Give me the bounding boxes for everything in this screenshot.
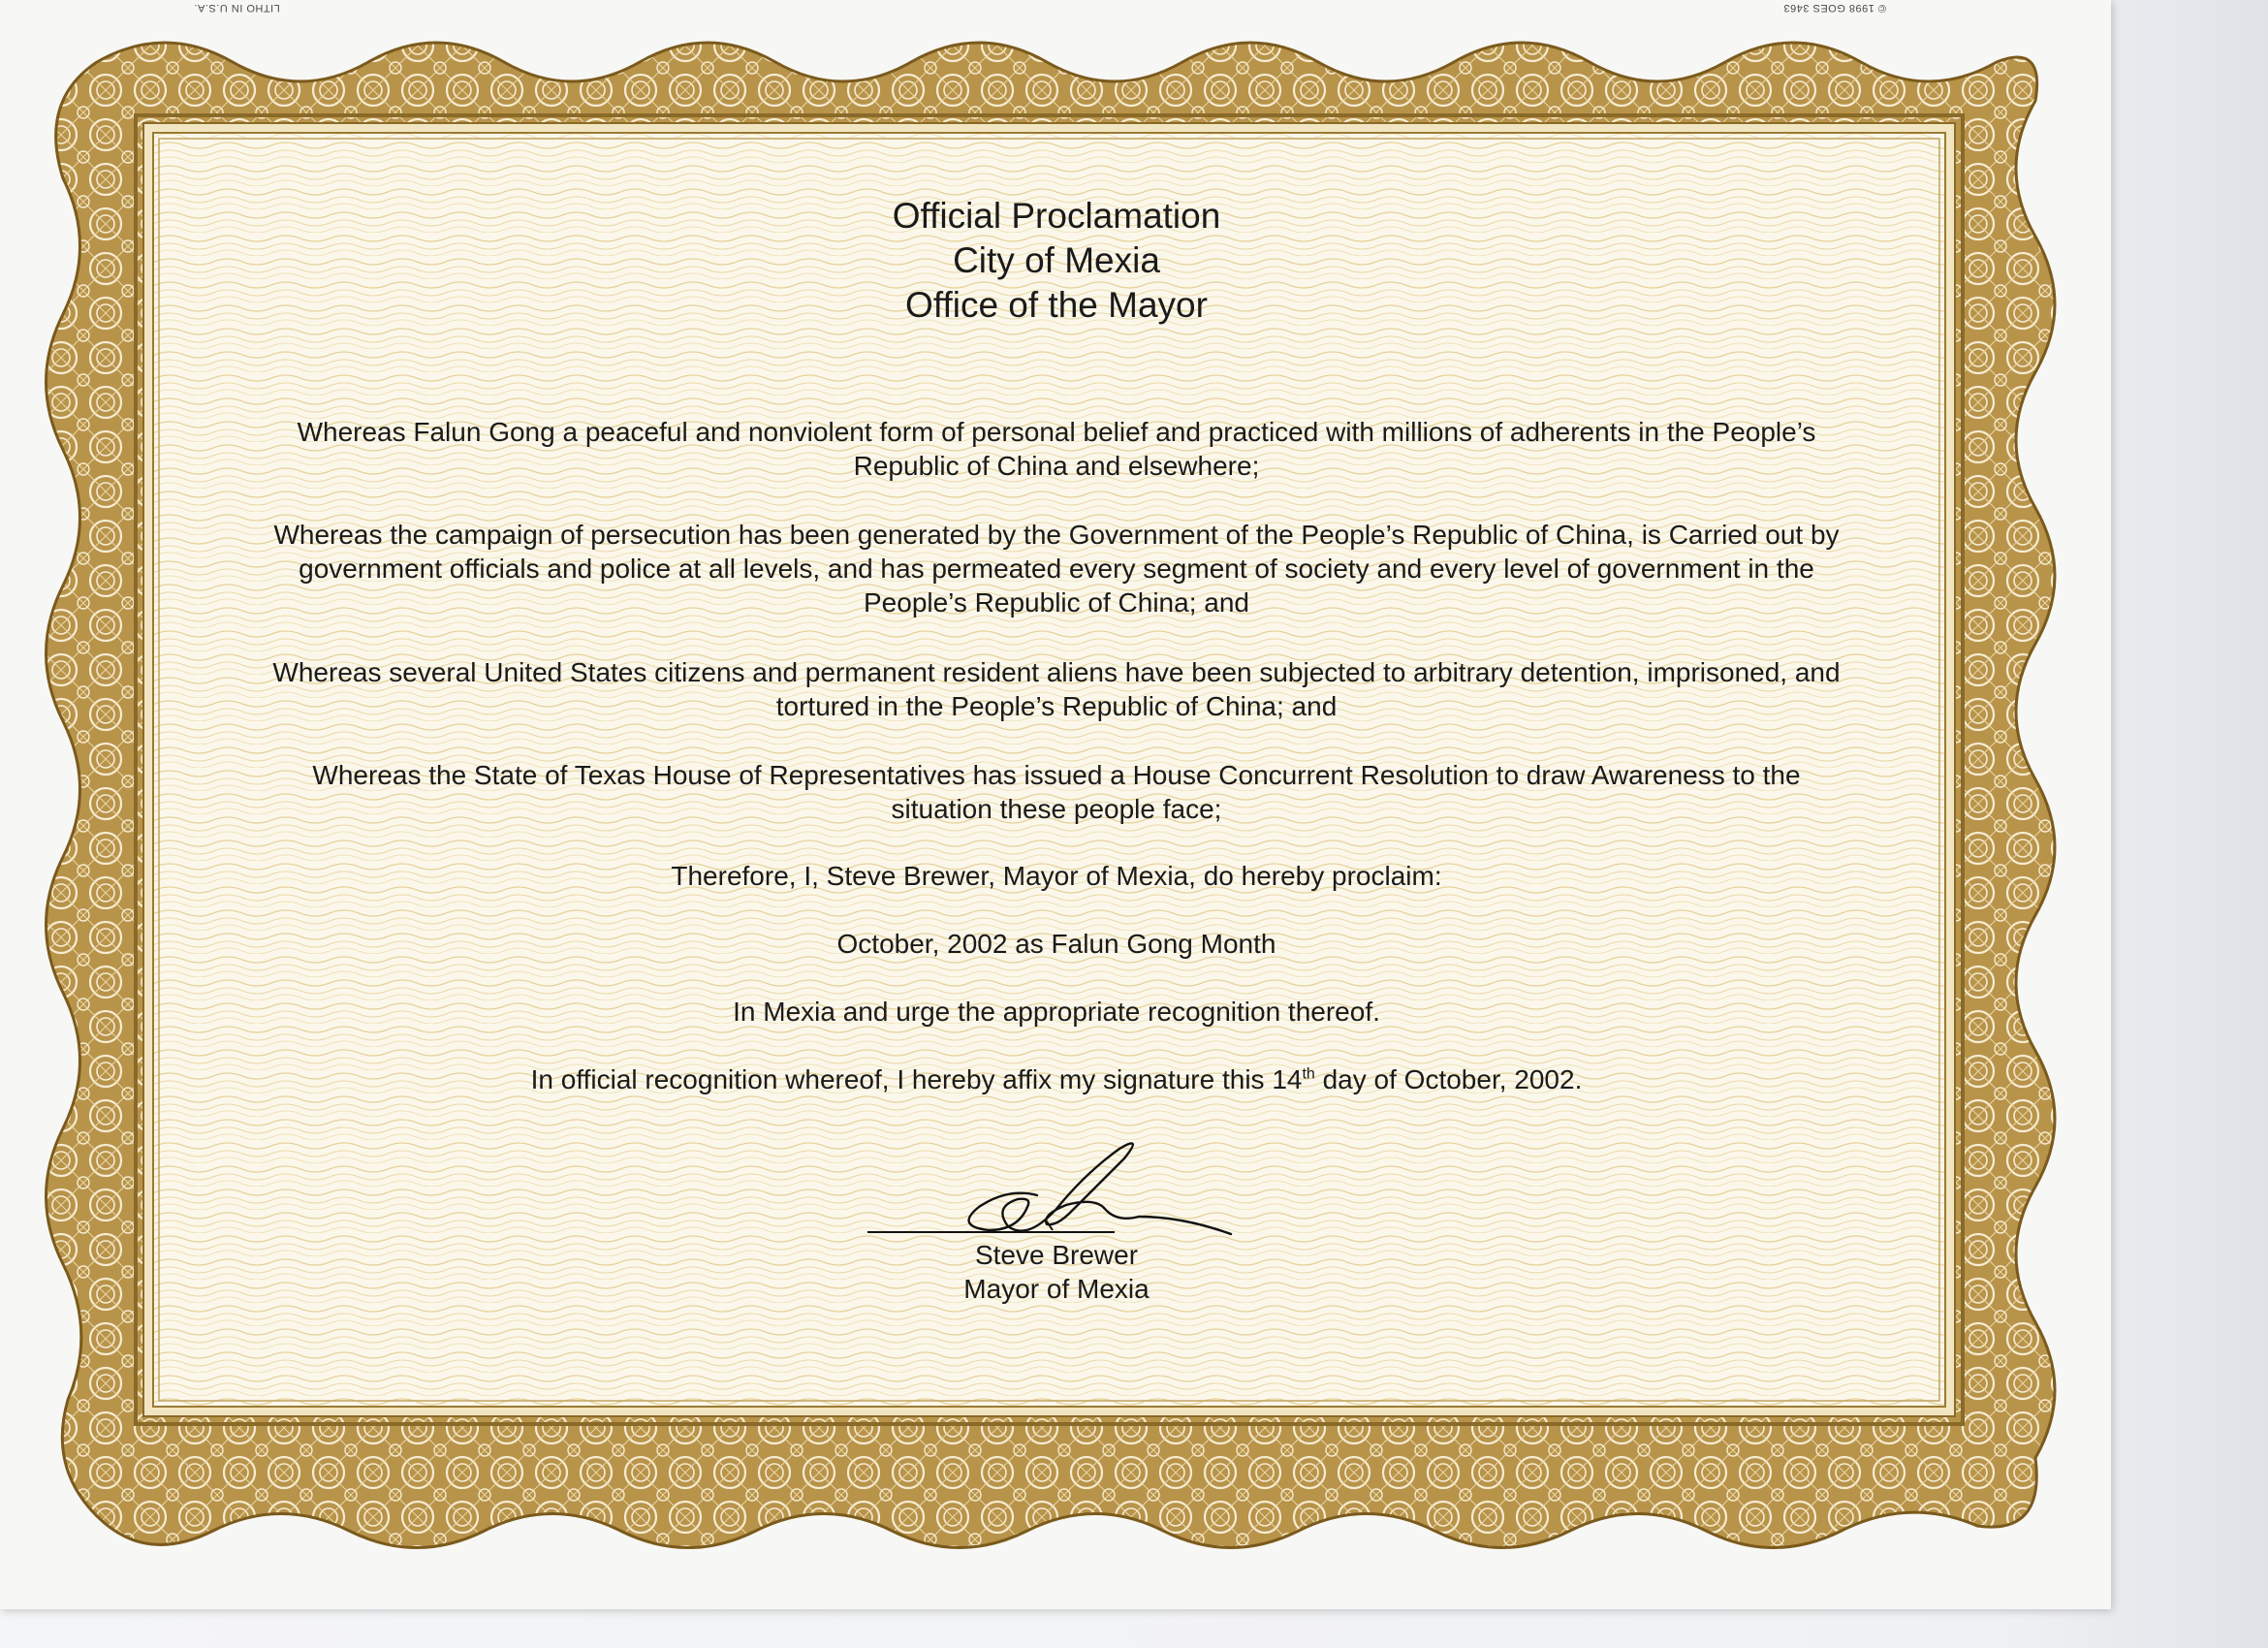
printer-mark-right: © 1998 GOES 3463: [1783, 2, 1887, 14]
whereas-paragraph-2: Whereas the campaign of persecution has been generated by the Government of the People’s Republic of China, is Carried out by government officials and police at all levels, and has permeated every segment of society and every level of government in the People’s Republic of China; and: [273, 520, 1840, 618]
closing-text-before: In official recognition whereof, I hereby affix my signature this 14: [530, 1064, 1303, 1094]
heading-line-3: Office of the Mayor: [905, 285, 1208, 325]
whereas-paragraph-3: Whereas several United States citizens and permanent resident aliens have been subjected to arbitrary detention, imprisoned, and tortured in the People’s Republic of China; and: [272, 657, 1841, 721]
therefore-paragraph: Therefore, I, Steve Brewer, Mayor of Mexia, do hereby proclaim:: [671, 861, 1442, 891]
ordinal-suffix: th: [1302, 1065, 1315, 1083]
closing-paragraph: [262, 1062, 1851, 1096]
whereas-paragraph-4: Whereas the State of Texas House of Representatives has issued a House Concurrent Resolution to draw Awareness to the situation these people face;: [312, 760, 1801, 824]
closing-text-after: day of October, 2002.: [1314, 1064, 1583, 1094]
recognition-paragraph: In Mexia and urge the appropriate recognition thereof.: [733, 997, 1380, 1027]
signer-title: Mayor of Mexia: [963, 1274, 1150, 1304]
handwritten-signature: [863, 1129, 1250, 1246]
proclamation-body: [223, 194, 1890, 1357]
proclaimed-month: October, 2002 as Falun Gong Month: [836, 929, 1276, 959]
proclamation-heading: [223, 194, 1890, 328]
signer-name: Steve Brewer: [974, 1240, 1139, 1270]
heading-line-2: City of Mexia: [953, 240, 1160, 280]
printer-mark-left: LITHO IN U.S.A.: [194, 2, 280, 14]
heading-line-1: Official Proclamation: [892, 196, 1221, 236]
whereas-paragraph-1: Whereas Falun Gong a peaceful and nonviolent form of personal belief and practiced with millions of adherents in the People’s Republic of China and elsewhere;: [297, 417, 1816, 481]
